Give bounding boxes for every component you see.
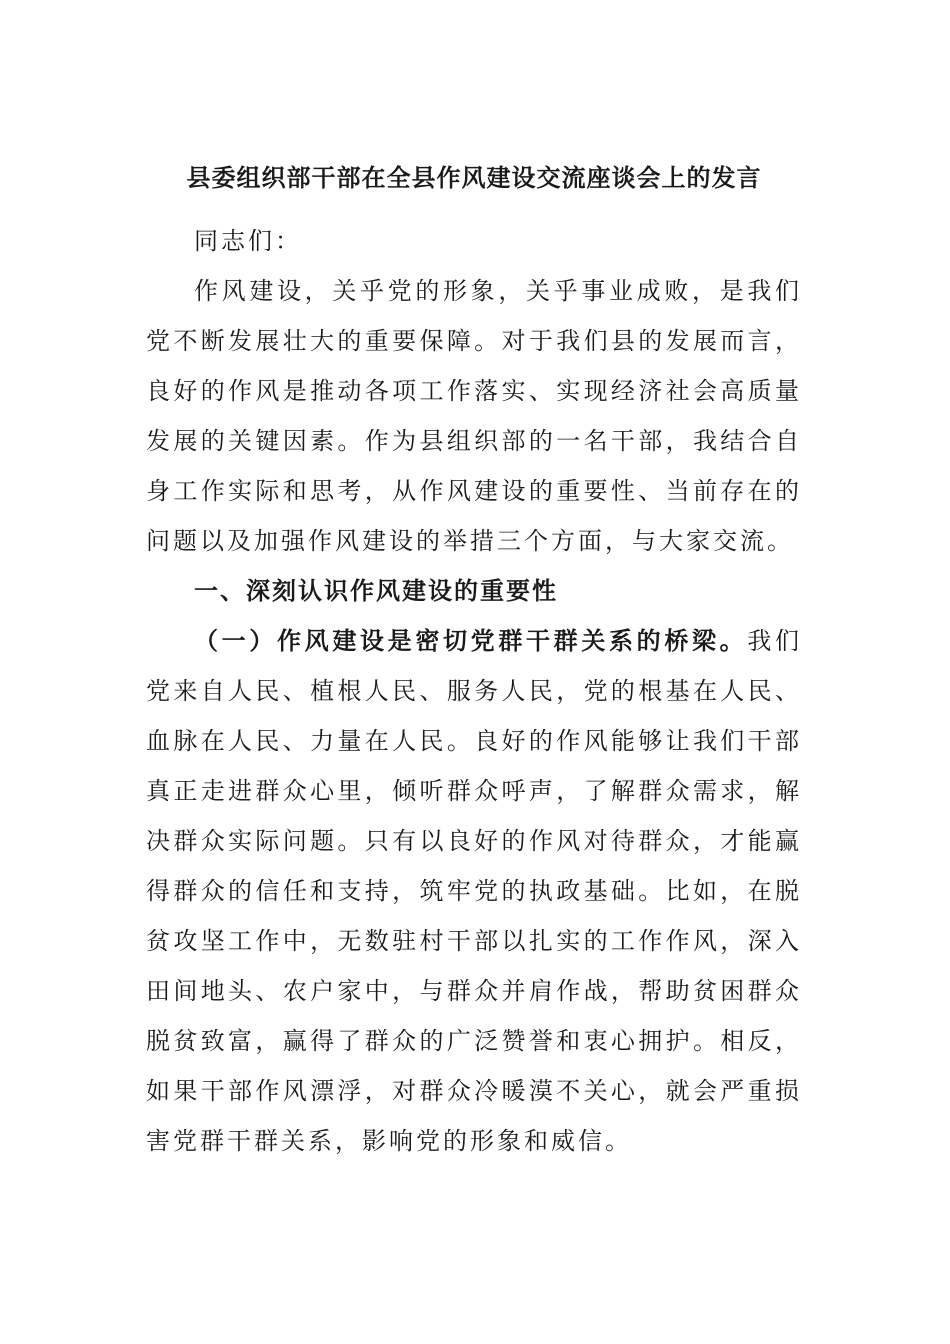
subsection-lead: （一）作风建设是密切党群干群关系的桥梁。: [194, 626, 748, 655]
section-heading-1: 一、深刻认识作风建设的重要性: [194, 576, 558, 605]
subsection-body: 我们党来自人民、植根人民、服务人民，党的根基在人民、血脉在人民、力量在人民。良好的作风能够让我们干部真正走进群众心里，倾听群众呼声，了解群众需求，解决群众实际问题。只有以良好的作风对待群众，才能赢得群众的信任和支持，筑牢党的执政基础。比如，在脱贫攻坚工作中，无数驻村干部以扎实的工作作风，深入田间地头、农户家中，与群众并肩作战，帮助贫困群众脱贫致富，赢得了群众的广泛赞誉和衷心拥护。相反，如果干部作风漂浮，对群众冷暖漠不关心，就会严重损害党群干群关系，影响党的形象和威信。: [146, 627, 803, 1155]
subsection-paragraph-1: [146, 616, 802, 1166]
document-title: 县委组织部干部在全县作风建设交流座谈会上的发言: [186, 163, 762, 192]
intro-paragraph: 作风建设，关乎党的形象，关乎事业成败，是我们党不断发展壮大的重要保障。对于我们县的发展而言，良好的作风是推动各项工作落实、实现经济社会高质量发展的关键因素。作为县组织部的一名干部，我结合自身工作实际和思考，从作风建设的重要性、当前存在的问题以及加强作风建设的举措三个方面，与大家交流。: [146, 277, 802, 555]
document-page: [146, 160, 802, 1166]
salutation: 同志们：: [194, 227, 302, 255]
